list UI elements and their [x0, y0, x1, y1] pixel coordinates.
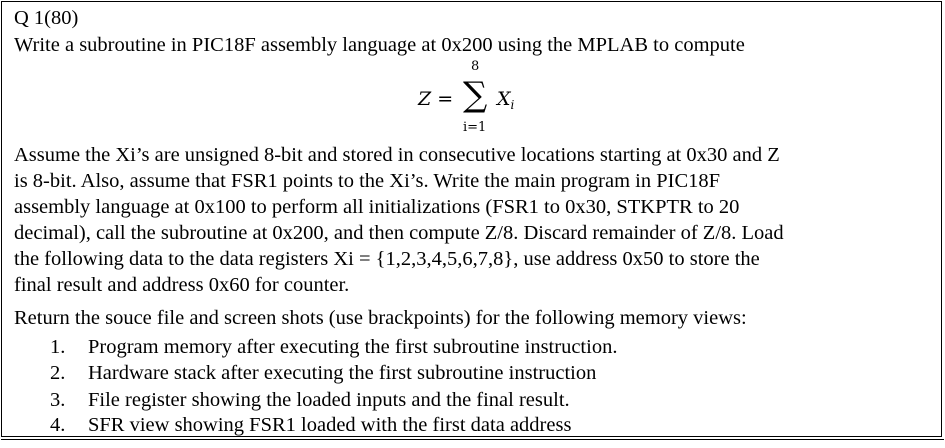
body-line: the following data to the data registers Xi = {1,2,3,4,5,6,7,8}, use address 0x50 to store the: [14, 248, 760, 270]
list-item-text: Program memory after executing the first subroutine instruction.: [88, 336, 618, 358]
list-item-number: 4.: [50, 414, 66, 436]
body-line: is 8-bit. Also, assume that FSR1 points to the Xi’s. Write the main program in PIC18F: [14, 170, 721, 192]
list-item-text: SFR view showing FSR1 loaded with the first data address: [88, 414, 572, 436]
list-item-text: Hardware stack after executing the first subroutine instruction: [88, 362, 597, 384]
formula-upper-limit: 8: [471, 59, 480, 74]
bottom-rule: [1, 439, 944, 440]
formula-lower-limit: i=1: [463, 120, 487, 135]
body-line: assembly language at 0x100 to perform all initializations (FSR1 to 0x30, STKPTR to 20: [14, 196, 740, 218]
return-instructions: Return the souce file and screen shots (use brackpoints) for the following memory views:: [14, 307, 747, 329]
list-item-number: 1.: [50, 336, 66, 358]
list-item-number: 2.: [50, 362, 66, 384]
question-intro: Write a subroutine in PIC18F assembly language at 0x200 using the MPLAB to compute: [14, 34, 745, 56]
list-item-text: File register showing the loaded inputs and the final result.: [88, 389, 570, 411]
formula-term-var: X: [497, 88, 511, 110]
formula-term: [497, 88, 514, 112]
body-line: decimal), call the subroutine at 0x200, and then compute Z/8. Discard remainder of Z/8. Load: [14, 222, 784, 244]
formula-lhs-text: Z =: [418, 88, 454, 110]
question-heading: Q 1(80): [14, 7, 79, 29]
formula-lhs: [418, 88, 453, 110]
formula-term-sub: i: [510, 98, 515, 112]
list-item-number: 3.: [50, 389, 66, 411]
body-line: Assume the Xi’s are unsigned 8-bit and stored in consecutive locations starting at 0x30 and Z: [14, 144, 780, 166]
sigma-symbol: ∑: [463, 75, 488, 115]
body-line: final result and address 0x60 for counter.: [14, 274, 350, 296]
